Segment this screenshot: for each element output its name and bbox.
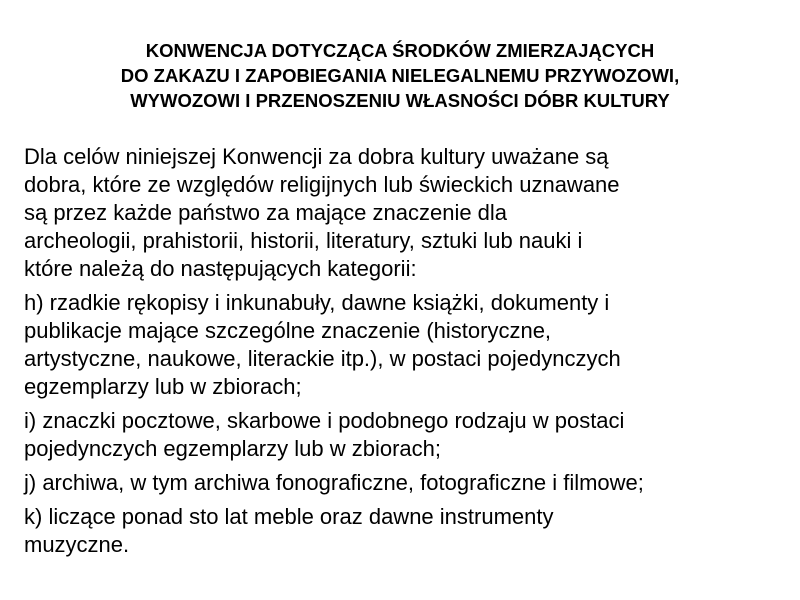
intro-line-2: dobra, które ze względów religijnych lub świeckich uznawane — [24, 172, 620, 197]
intro-line-3: są przez każde państwo za mające znaczenie dla — [24, 200, 508, 225]
item-k-line-1: k) liczące ponad sto lat meble oraz dawne instrumenty — [24, 504, 554, 529]
item-h-line-2: publikacje mające szczególne znaczenie (historyczne, — [24, 318, 552, 343]
intro-line-5: które należą do następujących kategorii: — [24, 256, 417, 281]
intro-line-4: archeologii, prahistorii, historii, literatury, sztuki lub nauki i — [24, 228, 583, 253]
item-j-line-1: j) archiwa, w tym archiwa fonograficzne, fotograficzne i filmowe; — [24, 470, 644, 495]
title-line-1: KONWENCJA DOTYCZĄCA ŚRODKÓW ZMIERZAJĄCYCH — [145, 40, 655, 61]
item-k-paragraph — [24, 503, 784, 559]
title-line-3: WYWOZOWI I PRZENOSZENIU WŁASNOŚCI DÓBR KULTURY — [130, 90, 670, 111]
item-h-line-4: egzemplarzy lub w zbiorach; — [24, 374, 302, 399]
item-h-line-1: h) rzadkie rękopisy i inkunabuły, dawne książki, dokumenty i — [24, 290, 610, 315]
item-k-line-2: muzyczne. — [24, 532, 130, 557]
intro-line-1: Dla celów niniejszej Konwencji za dobra kultury uważane są — [24, 144, 609, 169]
item-h-line-3: artystyczne, naukowe, literackie itp.), w postaci pojedynczych — [24, 346, 621, 371]
item-i-line-1: i) znaczki pocztowe, skarbowe i podobnego rodzaju w postaci — [24, 408, 625, 433]
document-title — [40, 38, 760, 113]
item-h-paragraph — [24, 289, 784, 401]
intro-paragraph — [24, 143, 784, 283]
title-line-2: DO ZAKAZU I ZAPOBIEGANIA NIELEGALNEMU PRZYWOZOWI, — [120, 65, 680, 86]
item-i-paragraph — [24, 407, 784, 463]
document-body — [24, 143, 784, 565]
item-i-line-2: pojedynczych egzemplarzy lub w zbiorach; — [24, 436, 441, 461]
item-j-paragraph — [24, 469, 784, 497]
